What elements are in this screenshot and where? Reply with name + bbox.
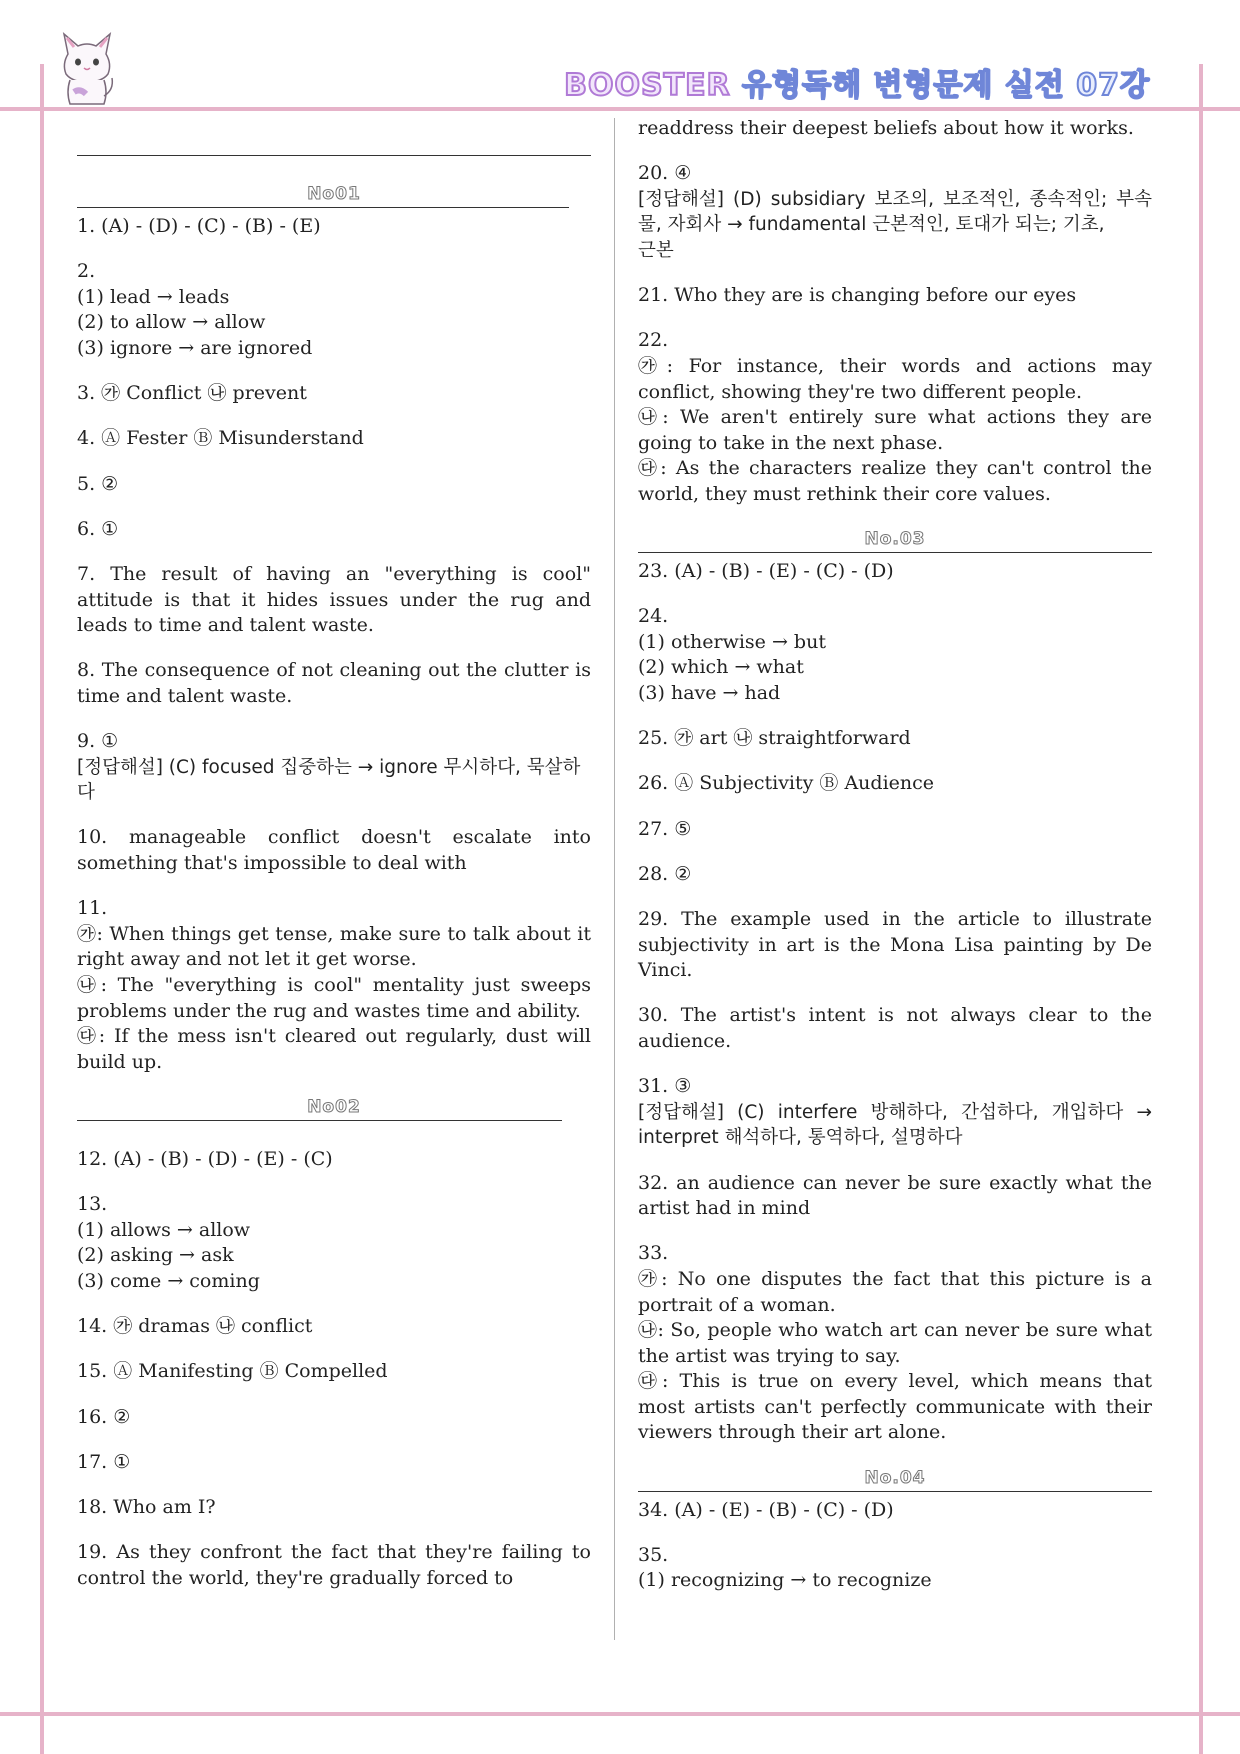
section-label: No01	[307, 184, 361, 204]
answer-text: 27. ⑤	[638, 817, 692, 840]
section-label: No02	[307, 1096, 361, 1117]
answer-text: 30. The artist's intent is not always clear to the audience.	[638, 1004, 1152, 1052]
answer-text: 25. ㉮ art ㉯ straightforward	[638, 727, 911, 750]
answer-line: (1) otherwise → but	[638, 630, 826, 653]
answer-27	[638, 817, 1152, 843]
answer-18	[77, 1495, 591, 1521]
answer-line: (3) come → coming	[77, 1269, 260, 1292]
answer-32	[638, 1171, 1152, 1222]
section-header-01	[77, 182, 591, 208]
answer-text: 21. Who they are is changing before our eyes	[638, 284, 1077, 307]
right-column	[638, 116, 1152, 1614]
answer-line: (1) allows → allow	[77, 1218, 251, 1241]
section-header-02	[77, 1095, 591, 1121]
answer-text: 32. an audience can never be sure exactly what the artist had in mind	[638, 1171, 1152, 1220]
answer-line: (3) ignore → are ignored	[77, 336, 313, 359]
answer-explanation: [정답해설] (D) subsidiary 보조의, 보조적인, 종속적인; 부속물, 자회사 → fundamental 근본적인, 토대가 되는; 기초,	[638, 188, 1152, 236]
answer-19-continued	[638, 116, 1152, 142]
answer-text: 8. The consequence of not cleaning out the clutter is time and talent waste.	[77, 659, 591, 707]
section-rule	[77, 1120, 562, 1121]
answer-15	[77, 1359, 591, 1385]
answer-16	[77, 1405, 591, 1431]
answer-line: ㉰: This is true on every level, which means that most artists can't perfectly communicate with their viewers through their art alone.	[638, 1370, 1152, 1444]
section-label: No.04	[864, 1467, 926, 1488]
answer-text: 14. ㉮ dramas ㉯ conflict	[77, 1315, 313, 1338]
answer-line: ㉯: We aren't entirely sure what actions they are going to take in the next phase.	[638, 406, 1152, 454]
answer-text: 15. Ⓐ Manifesting Ⓑ Compelled	[77, 1360, 388, 1383]
answer-text: 3. ㉮ Conflict ㉯ prevent	[77, 382, 307, 405]
answer-10	[77, 825, 591, 876]
answer-3	[77, 381, 591, 407]
page-title	[564, 60, 1150, 104]
answer-number: 22.	[638, 329, 669, 352]
cat-icon	[56, 30, 118, 108]
answer-23	[638, 559, 1152, 585]
section-header-03	[638, 527, 1152, 553]
answer-35	[638, 1543, 1152, 1594]
answer-30	[638, 1003, 1152, 1054]
answer-text: 28. ②	[638, 862, 692, 885]
answer-text: 1. (A) - (D) - (C) - (B) - (E)	[77, 215, 321, 237]
answer-text: 6. ①	[77, 517, 119, 540]
answer-line: (1) recognizing → to recognize	[638, 1569, 932, 1592]
answer-13	[77, 1192, 591, 1294]
answer-26	[638, 771, 1152, 797]
answer-8	[77, 658, 591, 709]
answer-34	[638, 1498, 1152, 1524]
answer-text: 17. ①	[77, 1450, 131, 1473]
answer-7	[77, 562, 591, 639]
answer-explanation: 근본	[638, 239, 674, 261]
answer-text: 4. Ⓐ Fester Ⓑ Misunderstand	[77, 427, 364, 450]
answer-6	[77, 517, 591, 543]
answer-text: 12. (A) - (B) - (D) - (E) - (C)	[77, 1147, 333, 1170]
answer-2	[77, 259, 591, 361]
answer-5	[77, 472, 591, 498]
answer-1	[77, 214, 591, 240]
answer-text: 16. ②	[77, 1405, 131, 1428]
answer-line: ㉰: As the characters realize they can't control the world, they must rethink their core values.	[638, 457, 1152, 505]
answer-line: ㉰: If the mess isn't cleared out regularly, dust will build up.	[77, 1025, 591, 1073]
answer-14	[77, 1314, 591, 1340]
answer-25	[638, 726, 1152, 752]
answer-20	[638, 161, 1152, 263]
answer-text: 10. manageable conflict doesn't escalate into something that's impossible to deal with	[77, 826, 591, 875]
answer-text: 19. As they confront the fact that they're failing to control the world, they're gradually forced to	[77, 1541, 591, 1589]
top-rule	[77, 155, 591, 156]
answer-number: 2.	[77, 260, 96, 283]
answer-line: (2) which → what	[638, 656, 804, 679]
answer-24	[638, 604, 1152, 706]
answer-explanation: [정답해설] (C) focused 집중하는 → ignore 무시하다, 묵살하다	[77, 756, 581, 804]
answer-line: (3) have → had	[638, 682, 781, 705]
frame-bottom-line	[0, 1712, 1240, 1716]
section-rule	[638, 1491, 1152, 1492]
answer-29	[638, 907, 1152, 984]
frame-left-line	[40, 64, 44, 1754]
section-label: No.03	[864, 529, 926, 550]
answer-text: 18. Who am I?	[77, 1495, 216, 1518]
section-rule	[638, 552, 1152, 553]
column-divider	[614, 118, 615, 1640]
answer-19	[77, 1540, 591, 1591]
answer-number: 11.	[77, 897, 108, 920]
answer-22	[638, 328, 1152, 507]
answer-9	[77, 729, 591, 806]
answer-line: ㉯: The "everything is cool" mentality just sweeps problems under the rug and wastes time and ability.	[77, 974, 591, 1022]
answer-number: 24.	[638, 605, 669, 628]
answer-line: (1) lead → leads	[77, 285, 230, 308]
answer-11	[77, 896, 591, 1075]
answer-21	[638, 283, 1152, 309]
answer-number: 20. ④	[638, 162, 692, 185]
answer-text: readdress their deepest beliefs about how it works.	[638, 117, 1134, 139]
frame-right-line	[1199, 64, 1203, 1754]
answer-text: 23. (A) - (B) - (E) - (C) - (D)	[638, 560, 894, 583]
title-rest: 유형독해 변형문제 실전 07강	[742, 68, 1150, 103]
answer-33	[638, 1241, 1152, 1446]
answer-4	[77, 426, 591, 452]
answer-28	[638, 862, 1152, 888]
answer-line: (2) to allow → allow	[77, 311, 266, 334]
answer-number: 13.	[77, 1193, 108, 1216]
answer-number: 33.	[638, 1242, 669, 1265]
answer-line: ㉮: For instance, their words and actions may conflict, showing they're two different people.	[638, 354, 1152, 403]
answer-text: 7. The result of having an "everything is cool" attitude is that it hides issues under the rug and leads to time and talent waste.	[77, 562, 591, 637]
answer-number: 9. ①	[77, 730, 119, 753]
answer-number: 31. ③	[638, 1075, 692, 1098]
answer-12	[77, 1147, 591, 1173]
section-header-04	[638, 1466, 1152, 1492]
answer-line: (2) asking → ask	[77, 1244, 234, 1267]
answer-text: 5. ②	[77, 472, 119, 495]
left-column	[77, 182, 591, 1611]
section-rule	[77, 207, 569, 208]
answer-number: 35.	[638, 1543, 669, 1566]
answer-explanation: [정답해설] (C) interfere 방해하다, 간섭하다, 개입하다 → interpret 해석하다, 통역하다, 설명하다	[638, 1101, 1152, 1149]
answer-line: ㉯: So, people who watch art can never be sure what the artist was trying to say.	[638, 1319, 1152, 1367]
answer-17	[77, 1450, 591, 1476]
answer-text: 26. Ⓐ Subjectivity Ⓑ Audience	[638, 772, 935, 795]
answer-text: 29. The example used in the article to illustrate subjectivity in art is the Mona Lisa painting by De Vinci.	[638, 908, 1152, 982]
answer-line: ㉮: When things get tense, make sure to talk about it right away and not let it get worse.	[77, 922, 591, 971]
title-brand: BOOSTER	[564, 68, 731, 103]
answer-31	[638, 1074, 1152, 1151]
answer-line: ㉮: No one disputes the fact that this picture is a portrait of a woman.	[638, 1267, 1152, 1316]
frame-top-line	[0, 107, 1240, 111]
answer-text: 34. (A) - (E) - (B) - (C) - (D)	[638, 1498, 894, 1521]
